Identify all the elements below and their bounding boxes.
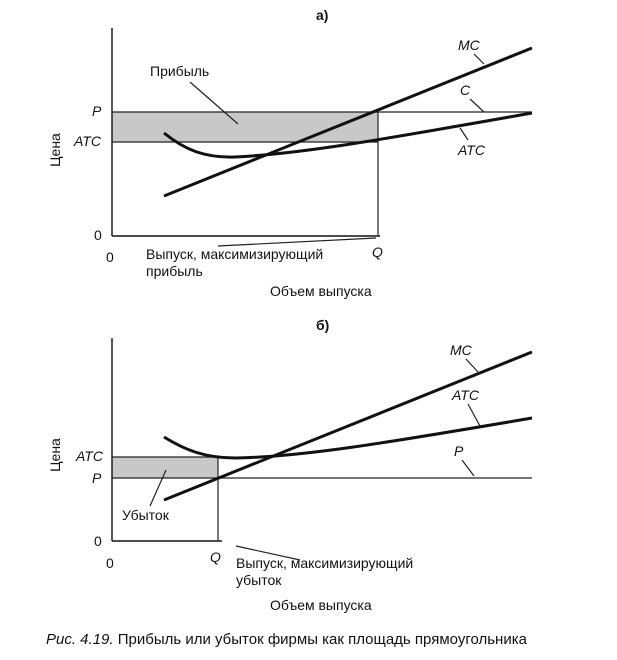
panel-b-title: б) [316,317,330,333]
mc-leader [474,54,484,64]
atc-leader [460,128,468,140]
zero-x-label-b: 0 [106,555,114,571]
panel-a-y-axis-label: Цена [47,133,63,167]
c-label: C [460,82,471,98]
panel-a-title: а) [316,7,329,23]
output-note-line2: прибыль [146,263,203,279]
mc-label: MC [458,37,480,53]
atc-curve-b [164,418,532,458]
atc-tick-label: ATC [74,133,101,149]
output-note-line1-b: Выпуск, максимизирующий [236,555,414,571]
loss-label: Убыток [122,507,169,523]
p-curve-label-b: P [454,443,464,459]
mc-label-b: MC [450,342,472,358]
output-note-line2-b: убыток [236,572,282,588]
zero-x-label: 0 [106,249,114,265]
panel-a-x-axis-label: Объем выпуска [270,283,372,299]
figure-caption [46,631,528,648]
panel-b [47,317,532,613]
loss-area [112,457,218,478]
zero-y-label-b: 0 [94,533,102,549]
output-note-line1: Выпуск, максимизирующий [146,246,324,262]
profit-label: Прибыль [150,63,210,79]
atc-leader-b [468,404,480,426]
caption-prefix: Рис. 4.19. [46,631,114,648]
panel-a [47,7,532,299]
c-leader [470,99,484,112]
mc-leader-b [466,359,478,372]
panel-b-x-axis-label: Объем выпуска [270,597,372,613]
p-leader-b [462,460,474,476]
panel-b-y-axis-label: Цена [47,438,63,472]
caption-text: Прибыль или убыток фирмы как площадь прямоугольника [117,631,527,648]
p-tick-label-b: P [92,470,102,486]
output-note-leader [218,238,376,246]
q-tick-label: Q [372,244,383,260]
zero-y-label: 0 [94,227,102,243]
atc-label: ATC [458,142,485,158]
atc-label-b: ATC [452,387,479,403]
atc-tick-label-b: ATC [76,448,103,464]
q-tick-label-b: Q [210,549,221,565]
p-tick-label: P [92,103,102,119]
